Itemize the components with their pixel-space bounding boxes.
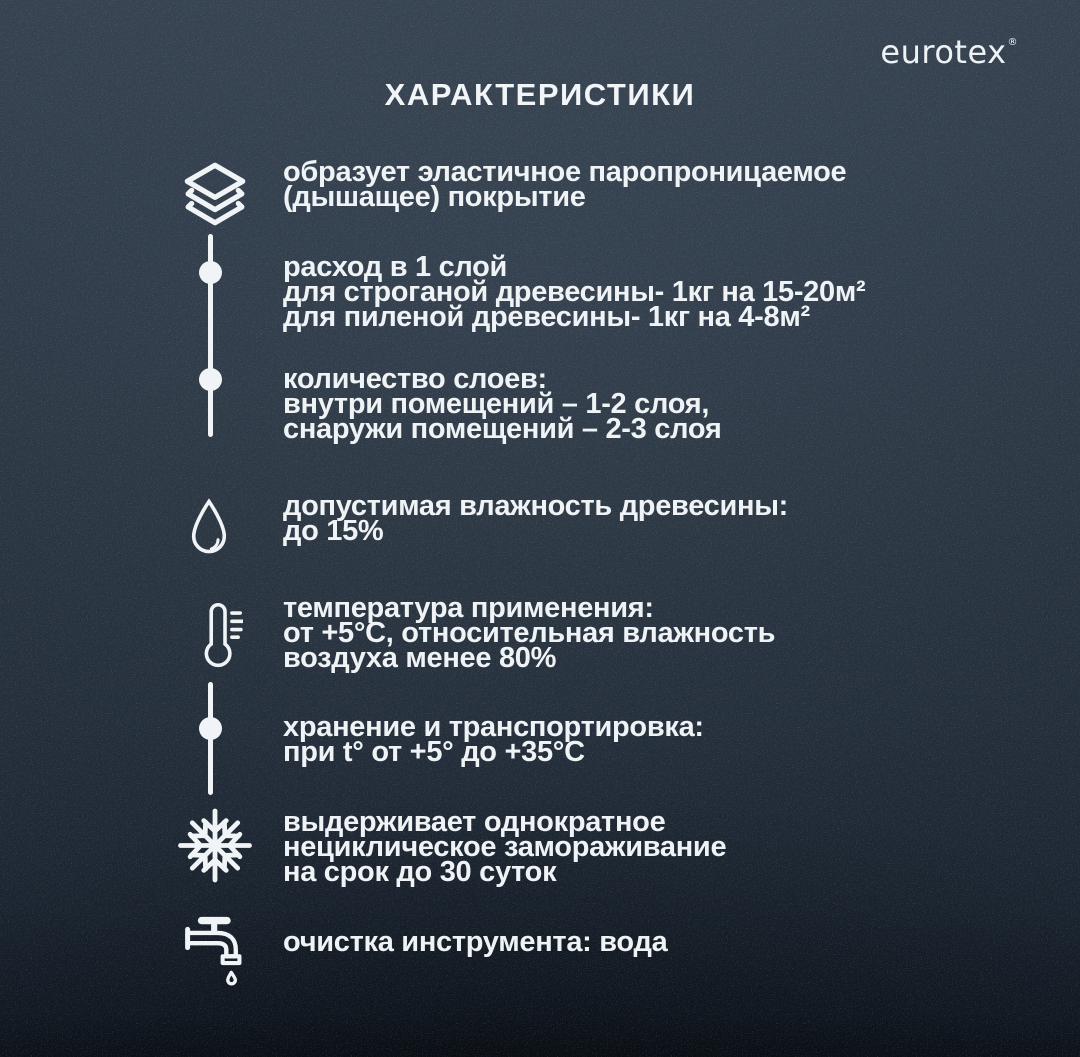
feature-line: температура применения: bbox=[283, 592, 654, 624]
feature-line: нециклическое замораживание bbox=[283, 831, 727, 863]
feature-layers-count bbox=[283, 363, 722, 445]
faucet-icon bbox=[181, 914, 257, 987]
feature-line: воздуха менее 80% bbox=[283, 642, 557, 674]
feature-line: расход в 1 слой bbox=[283, 251, 508, 283]
feature-tool-cleaning bbox=[283, 926, 668, 958]
feature-line: от +5°С, относительная влажность bbox=[283, 617, 776, 649]
timeline-dot-consumption bbox=[199, 261, 222, 284]
feature-freezing bbox=[283, 806, 727, 888]
feature-coating bbox=[283, 156, 847, 213]
layers-icon bbox=[180, 157, 250, 229]
feature-line: очистка инструмента: вода bbox=[283, 926, 668, 958]
feature-line: допустимая влажность древесины: bbox=[283, 490, 789, 522]
brand-logo bbox=[880, 26, 1018, 69]
feature-line: для строганой древесины- 1кг на 15-20м² bbox=[283, 276, 866, 308]
feature-line: выдерживает однократное bbox=[283, 806, 666, 838]
feature-line: снаружи помещений – 2-3 слоя bbox=[283, 413, 722, 445]
feature-line: при t° от +5° до +35°С bbox=[283, 736, 585, 768]
feature-line: для пиленой древесины- 1кг на 4-8м² bbox=[283, 301, 810, 333]
timeline-dot-storage bbox=[199, 717, 222, 740]
feature-humidity bbox=[283, 490, 789, 547]
water-drop-icon bbox=[188, 498, 230, 562]
page-title: ХАРАКТЕРИСТИКИ bbox=[384, 76, 696, 112]
feature-consumption bbox=[283, 251, 866, 333]
brand-trademark-icon: ® bbox=[1007, 37, 1018, 48]
feature-line: хранение и транспортировка: bbox=[283, 711, 704, 743]
feature-line: на срок до 30 суток bbox=[283, 856, 557, 888]
brand-name: eurotex bbox=[880, 33, 1007, 71]
thermometer-icon bbox=[196, 602, 243, 671]
feature-line: до 15% bbox=[283, 515, 384, 547]
feature-storage bbox=[283, 711, 704, 768]
feature-application-temperature bbox=[283, 592, 776, 674]
feature-line: образует эластичное паропроницаемое bbox=[283, 156, 847, 188]
feature-line: внутри помещений – 1-2 слоя, bbox=[283, 388, 710, 420]
feature-line: количество слоев: bbox=[283, 363, 547, 395]
timeline-dot-layers-count bbox=[199, 368, 222, 391]
feature-line: (дышащее) покрытие bbox=[283, 181, 586, 213]
snowflake-icon bbox=[176, 807, 254, 884]
